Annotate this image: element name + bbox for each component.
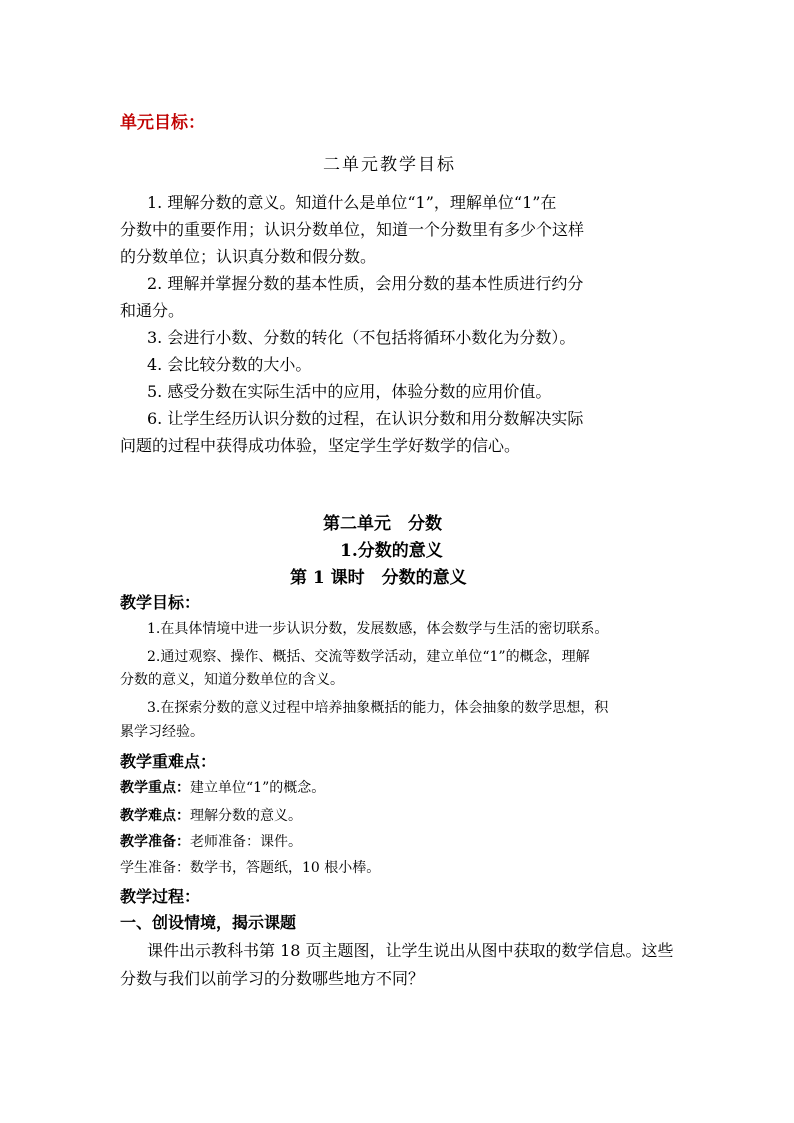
unit-goal-line: 6. 让学生经历认识分数的过程，在认识分数和用分数解决实际 bbox=[147, 409, 584, 428]
unit-goal-line: 2. 理解并掌握分数的基本性质，会用分数的基本性质进行约分 bbox=[147, 274, 584, 293]
key-points-heading: 教学重难点： bbox=[120, 752, 217, 771]
unit-goal-line: 3. 会进行小数、分数的转化（不包括将循环小数化为分数）。 bbox=[147, 328, 576, 347]
goal-line: 2.通过观察、操作、概括、交流等数学活动，建立单位“1”的概念，理解 bbox=[147, 649, 590, 665]
difficulty-row bbox=[120, 805, 302, 825]
step1-line: 课件出示教科书第 18 页主题图，让学生说出从图中获取的数学信息。这些 bbox=[147, 941, 674, 960]
unit-goal-line: 分数中的重要作用；认识分数单位，知道一个分数里有多少个这样 bbox=[120, 220, 585, 239]
prep-row bbox=[120, 831, 302, 851]
unit-goal-line: 4. 会比较分数的大小。 bbox=[147, 355, 312, 374]
goal-line: 累学习经验。 bbox=[120, 724, 204, 740]
step1-line: 分数与我们以前学习的分数哪些地方不同？ bbox=[120, 969, 425, 988]
unit-title: 第二单元 分数 bbox=[323, 514, 442, 534]
unit-goal-line: 问题的过程中获得成功体验，坚定学生学好数学的信心。 bbox=[120, 436, 521, 455]
unit-goal-line: 1. 理解分数的意义。知道什么是单位“1”，理解单位“1”在 bbox=[147, 193, 557, 212]
lesson-title: 第 1 课时 分数的意义 bbox=[290, 568, 467, 588]
prep-text: 老师准备：课件。 bbox=[190, 834, 302, 850]
goal-line: 分数的意义，知道分数单位的含义。 bbox=[120, 672, 344, 688]
section-title: 1.分数的意义 bbox=[340, 541, 443, 561]
unit-goal-line: 的分数单位；认识真分数和假分数。 bbox=[120, 247, 377, 266]
student-prep: 学生准备：数学书，答题纸，10 根小棒。 bbox=[120, 860, 381, 876]
difficulty-label: 教学难点： bbox=[120, 808, 190, 824]
key-point-row bbox=[120, 777, 325, 797]
process-heading: 教学过程： bbox=[120, 887, 201, 906]
goal-line: 3.在探索分数的意义过程中培养抽象概括的能力，体会抽象的数学思想，积 bbox=[147, 700, 609, 716]
unit-goal-line: 5. 感受分数在实际生活中的应用，体验分数的应用价值。 bbox=[147, 382, 552, 401]
unit-goal-title: 二单元教学目标 bbox=[323, 155, 456, 175]
difficulty-text: 理解分数的意义。 bbox=[190, 808, 302, 824]
key-point-label: 教学重点： bbox=[120, 780, 190, 796]
goal-line: 1.在具体情境中进一步认识分数，发展数感，体会数学与生活的密切联系。 bbox=[147, 621, 609, 637]
unit-goal-heading: 单元目标： bbox=[120, 113, 205, 133]
step1-heading: 一、创设情境，揭示课题 bbox=[120, 913, 297, 932]
goals-heading: 教学目标： bbox=[120, 593, 201, 612]
prep-label: 教学准备： bbox=[120, 834, 190, 850]
unit-goal-line: 和通分。 bbox=[120, 301, 185, 320]
key-point-text: 建立单位“1”的概念。 bbox=[190, 780, 326, 796]
